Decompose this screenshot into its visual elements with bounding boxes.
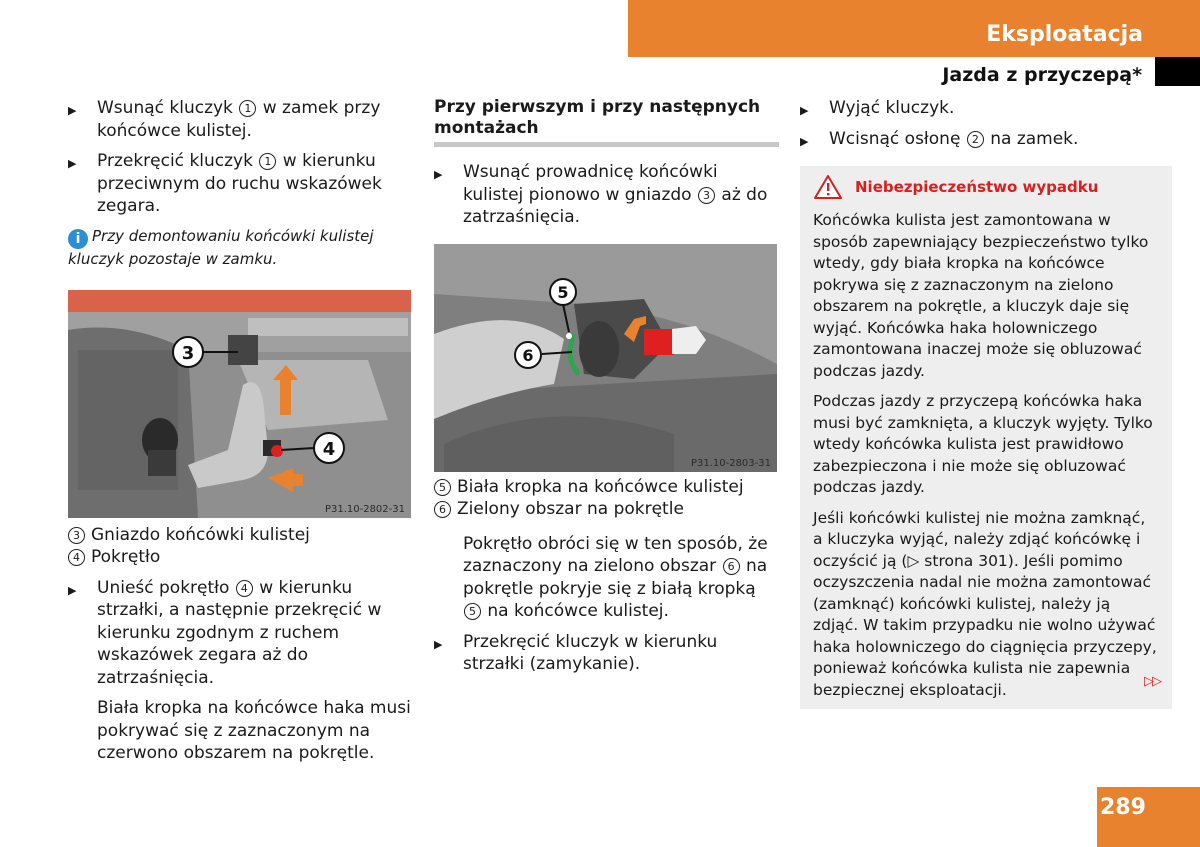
callout-5: 5 — [557, 282, 569, 302]
figure-code: P31.10-2802-31 — [324, 503, 405, 515]
column-right — [800, 97, 1172, 709]
ref-number: 4 — [236, 580, 253, 597]
knob-illustration — [434, 244, 777, 472]
legend-item: 4 Pokrętło — [68, 546, 413, 569]
ref-number: 3 — [68, 527, 85, 544]
column-middle — [434, 97, 779, 684]
ref-number: 5 — [464, 603, 481, 620]
step-turn-key: ▶ Przekręcić kluczyk 1 w kierunku przeciwnym do ruchu wskazówek zegara. — [68, 150, 413, 218]
subsection-title: Przy pierwszym i przy następnych montażach — [434, 97, 779, 147]
chapter-tab — [628, 0, 1200, 57]
callout-6: 6 — [522, 345, 534, 365]
continue-marker: ▷▷ — [1144, 674, 1160, 689]
step-insert-guide: ▶ Wsunąć prowadnicę końcówki kulistej pionowo w gniazdo 3 aż do zatrzaśnięcia. — [434, 161, 779, 229]
ref-number: 2 — [967, 131, 984, 148]
rotation-paragraph: Pokrętło obróci się w ten sposób, że zaznaczony na zielono obszar 6 na pokrętle pokryje się z białą kropką 5 na końcówce kulistej. — [463, 533, 768, 621]
column-left — [68, 97, 413, 773]
ref-number: 4 — [68, 549, 85, 566]
figure-ball-socket — [68, 290, 411, 518]
knob-paragraph: Biała kropka na końcówce haka musi pokrywać się z zaznaczonym na czerwono obszarem na pokrętle. — [97, 698, 411, 763]
ref-number: 1 — [239, 100, 256, 117]
ref-number: 6 — [723, 558, 740, 575]
ref-number: 3 — [698, 187, 715, 204]
warning-triangle-icon — [813, 174, 843, 200]
chapter-title: Eksploatacja — [986, 22, 1143, 47]
warning-paragraph: Końcówka kulista jest zamontowana w sposób zapewniający bezpieczeństwo tylko wtedy, gdy biała kropka na końcówce pokrywa się z zaznaczonym na zielono obszarem na pokrętle, a kluczyk daje się wyjąć. Końcówka haka holowniczego zamontowana inaczej może się obluzować podczas jazdy. — [813, 211, 1149, 380]
legend-item: 6 Zielony obszar na pokrętle — [434, 498, 779, 521]
step-press-cover: ▶ Wcisnąć osłonę 2 na zamek. — [800, 128, 1172, 151]
step-lift-knob: ▶ Unieść pokrętło 4 w kierunku strzałki, a następnie przekręcić w kierunku zgodnym z ruchem wskazówek zegara aż do zatrzaśnięcia. — [68, 577, 413, 690]
warning-paragraph: Podczas jazdy z przyczepą końcówka haka musi być zamknięta, a kluczyk wyjęty. Tylko wtedy końcówka kulista jest prawidłowo zabezpieczona i nie może się obluzować podczas jazdy. — [813, 392, 1153, 496]
callout-3: 3 — [181, 342, 195, 364]
tow-hook-illustration — [68, 290, 411, 518]
step-insert-key: ▶ Wsunąć kluczyk 1 w zamek przy końcówce kulistej. — [68, 97, 413, 142]
step-turn-key-lock: ▶ Przekręcić kluczyk w kierunku strzałki (zamykanie). — [434, 631, 779, 676]
section-title: Jazda z przyczepą* — [942, 64, 1142, 86]
ref-number: 5 — [434, 479, 451, 496]
section-marker — [1155, 57, 1200, 86]
warning-paragraph: Jeśli końcówki kulistej nie można zamknąć, a kluczyka wyjąć, należy zdjąć końcówkę i oczyścić ją (▷ strona 301). Jeśli pomimo oczyszczenia nadal nie można zamontować (zamknąć) końcówki kulistej, należy ją zdjąć. W takim przypadku nie wolno używać haka holowniczego do ciągnięcia przyczepy, ponieważ końcówka kulista nie zapewnia bezpiecznej eksploatacji. — [813, 508, 1157, 699]
warning-box — [800, 166, 1172, 709]
ref-number: 1 — [259, 153, 276, 170]
figure-code: P31.10-2803-31 — [690, 457, 771, 469]
figure-knob-marks — [434, 244, 777, 472]
warning-title: Niebezpieczeństwo wypadku — [855, 178, 1099, 196]
info-note: i Przy demontowaniu końcówki kulistej kluczyk pozostaje w zamku. — [68, 226, 374, 268]
legend-item: 5 Biała kropka na końcówce kulistej — [434, 476, 779, 499]
callout-4: 4 — [322, 438, 336, 460]
page-number: 289 — [1100, 795, 1146, 820]
warning-header — [813, 174, 1159, 200]
legend-item: 3 Gniazdo końcówki kulistej — [68, 524, 413, 547]
step-remove-key: ▶ Wyjąć kluczyk. — [800, 97, 1172, 120]
page-number-tab — [1097, 787, 1200, 847]
info-icon: i — [68, 229, 88, 249]
ref-number: 6 — [434, 501, 451, 518]
